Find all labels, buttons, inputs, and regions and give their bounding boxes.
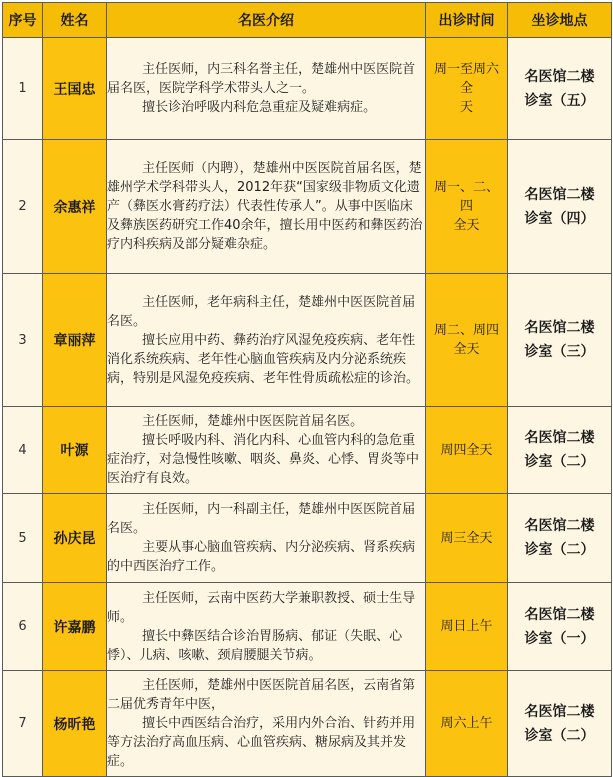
table-row [3,671,612,777]
doctor-intro [107,140,426,274]
clinic-location [508,583,612,671]
header-place: 坐诊地点 [508,3,612,38]
intro-paragraph: 主任医师，楚雄州中医医院首届名医，云南省第二届优秀青年中医， [107,678,416,712]
row-number: 6 [3,583,43,671]
doctor-intro [107,583,426,671]
clinic-time [426,407,508,494]
clinic-location [508,38,612,140]
header-num: 序号 [3,3,43,38]
table-row [3,494,612,583]
doctor-name: 王国忠 [43,38,107,140]
row-number: 7 [3,671,43,777]
clinic-time-line: 周一至周六 [433,62,499,77]
header-row [3,3,612,38]
clinic-location-line: 名医馆二楼 [524,68,595,85]
intro-paragraph: 主任医师，老年病科主任，楚雄州中医医院首届名医。 [107,294,416,329]
intro-paragraph: 主任医师，楚雄州中医医院首届名医。 [142,414,364,429]
clinic-location-line: 名医馆二楼 [524,186,595,203]
doctor-schedule-table [2,2,612,777]
header-name: 姓名 [43,3,107,38]
table-row [3,38,612,140]
doctor-intro [107,407,426,494]
row-number: 3 [3,274,43,407]
doctor-intro [107,671,426,777]
clinic-location [508,274,612,407]
clinic-location-line: 名医馆二楼 [524,606,595,623]
clinic-location-line: 诊室（四） [524,210,595,227]
intro-paragraph: 擅长诊治呼吸内科危急重症及疑难病症。 [142,100,377,115]
clinic-time [426,140,508,274]
doctor-name: 叶源 [43,407,107,494]
table-row [3,583,612,671]
doctor-name: 许嘉鹏 [43,583,107,671]
clinic-location-line: 名医馆二楼 [524,703,595,720]
clinic-location-line: 诊室（三） [524,344,595,360]
intro-paragraph: 擅长应用中药、彝药治疗风湿免疫疾病、老年性消化系统疾病、老年性心脑血管疾病及内分泌系统疾病，特别是风湿免疫疾病、老年性骨质疏松症的诊治。 [107,332,420,386]
doctor-name: 孙庆昆 [43,494,107,583]
clinic-location-line: 诊室（二） [524,542,595,558]
clinic-location-line: 名医馆二楼 [524,518,595,534]
intro-paragraph: 主任医师，内一科副主任，楚雄州中医医院首届名医。 [107,502,416,536]
clinic-time [426,274,508,407]
clinic-location [508,140,612,274]
doctor-intro [107,38,426,140]
intro-paragraph: 主任医师（内聘），楚雄州中医医院首届名医，楚雄州学术学科带头人，2012年获“国家级非物质文化遗产（彝医水膏药疗法）代表性传承人”。从事中医临床及彝族医药研究工作40余年，擅长用中医药和彝医药治疗内科疾病及部分疑难杂症。 [107,161,423,252]
clinic-location-line: 诊室（二） [524,454,595,470]
clinic-location-line: 诊室（二） [524,727,595,744]
clinic-time [426,583,508,671]
clinic-time-line: 周二、周四 [433,323,499,338]
intro-paragraph: 主要从事心脑血管疾病、内分泌疾病、肾系疾病的中西医治疗工作。 [107,540,416,574]
table-row [3,407,612,494]
table-row [3,274,612,407]
clinic-time [426,38,508,140]
clinic-time-line: 周六上午 [440,716,493,731]
clinic-time-line: 周日上午 [440,619,493,634]
row-number: 2 [3,140,43,274]
clinic-location-line: 名医馆二楼 [524,320,595,336]
clinic-time-line: 全 [459,81,473,96]
doctor-intro [107,494,426,583]
clinic-time-line: 全天 [453,342,480,357]
row-number: 4 [3,407,43,494]
clinic-time-line: 全天 [453,218,480,233]
clinic-time [426,494,508,583]
clinic-location [508,494,612,583]
clinic-location-line: 诊室（五） [524,92,595,109]
clinic-time [426,671,508,777]
clinic-location [508,407,612,494]
intro-paragraph: 主任医师，云南中医药大学兼职教授、硕士生导师。 [107,590,416,625]
doctor-name: 杨昕艳 [43,671,107,777]
intro-paragraph: 擅长中彝医结合诊治胃肠病、郁证（失眠、心悸）、儿病、咳嗽、颈肩腰腿关节病。 [107,628,403,663]
row-number: 1 [3,38,43,140]
intro-paragraph: 擅长呼吸内科、消化内科、心血管内科的急危重症治疗，对急慢性咳嗽、咽炎、鼻炎、心悸、胃炎等中医治疗有良效。 [107,433,420,486]
doctor-intro [107,274,426,407]
doctor-name: 余惠祥 [43,140,107,274]
clinic-location [508,671,612,777]
header-time: 出诊时间 [426,3,508,38]
clinic-time-line: 周三全天 [440,530,493,546]
header-intro: 名医介绍 [107,3,426,38]
intro-paragraph: 擅长中西医结合治疗，采用内外合治、针药并用等方法治疗高血压病、心血管疾病、糖尿病及其并发症。 [107,716,416,769]
table-row [3,140,612,274]
doctor-name: 章丽萍 [43,274,107,407]
clinic-location-line: 诊室（一） [524,630,595,647]
clinic-time-line: 周四全天 [440,442,493,458]
intro-paragraph: 主任医师，内三科名誉主任，楚雄州中医医院首届名医，医院学科学术带头人之一。 [107,62,416,96]
clinic-location-line: 名医馆二楼 [524,430,595,446]
clinic-time-line: 周一、二、 [433,180,499,195]
clinic-time-line: 四 [459,199,473,214]
row-number: 5 [3,494,43,583]
clinic-time-line: 天 [459,100,473,115]
